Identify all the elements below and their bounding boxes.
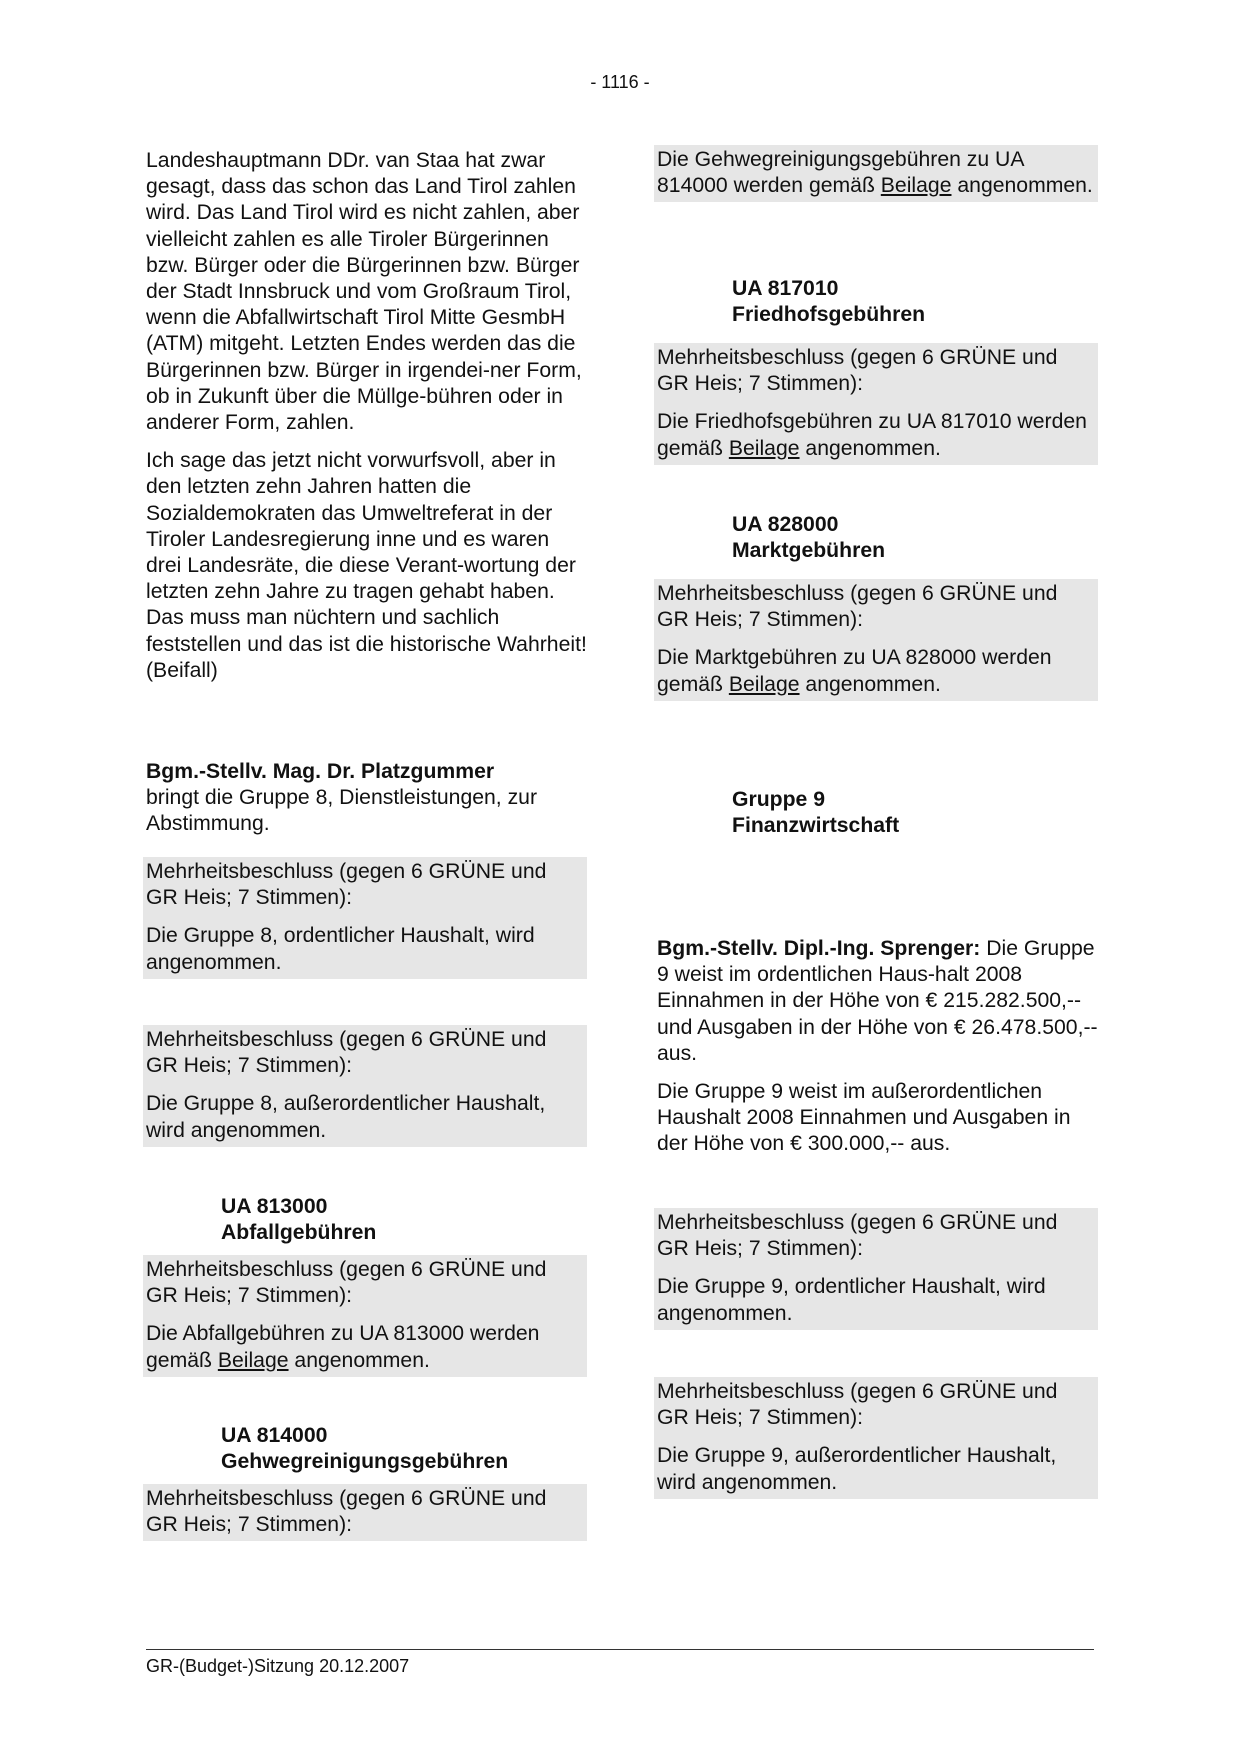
speaker-name: Bgm.-Stellv. Dipl.-Ing. Sprenger: bbox=[657, 937, 981, 960]
result-text: Die Friedhofsgebühren zu UA 817010 werden gemäß Beilage angenommen. bbox=[657, 410, 1087, 460]
vote-box-abfallgebuehren bbox=[143, 1255, 587, 1377]
speaker-platzgummer bbox=[146, 759, 590, 838]
paragraph-van-staa: Landeshauptmann DDr. van Staa hat zwar gesagt, dass das schon das Land Tirol zahlen wird. Das Land Tirol wird es nicht zahlen, aber vielleicht zahlen es alle Tiroler Bürgerinnen bzw. Bürger oder die Bürgerinnen bzw. Bürger der Stadt Innsbruck und vom Großraum Tirol, wenn die Abfallwirtschaft Tirol Mitte GesmbH (ATM) mitgeht. Letzten Endes werden das die Bürgerinnen bzw. Bürger in irgendei-ner Form, ob in Zukunft über die Müllge-bühren oder in anderer Form, zahlen. bbox=[146, 149, 582, 435]
page-number: - 1116 - bbox=[590, 72, 650, 92]
heading-code: Gruppe 9 bbox=[732, 788, 826, 811]
heading-code: UA 813000 bbox=[221, 1195, 328, 1218]
heading-title: Finanzwirtschaft bbox=[732, 814, 900, 838]
result-text: Die Abfallgebühren zu UA 813000 werden gemäß Beilage angenommen. bbox=[146, 1322, 540, 1372]
heading-code: UA 814000 bbox=[221, 1424, 328, 1447]
heading-ua-817010 bbox=[732, 276, 925, 328]
vote-box-marktgebuehren bbox=[654, 579, 1098, 701]
vote-text: Mehrheitsbeschluss (gegen 6 GRÜNE und GR Heis; 7 Stimmen): bbox=[146, 860, 547, 910]
vote-box-gruppe9-ausserordentlich bbox=[654, 1377, 1098, 1499]
result-text: Die Gruppe 9, ordentlicher Haushalt, wird angenommen. bbox=[657, 1275, 1046, 1325]
vote-box-gehwegreinigung bbox=[143, 1484, 587, 1541]
beilage-link[interactable]: Beilage bbox=[728, 436, 800, 460]
speaker-text: bringt die Gruppe 8, Dienstleistungen, zur Abstimmung. bbox=[146, 786, 538, 836]
vote-text: Mehrheitsbeschluss (gegen 6 GRÜNE und GR Heis; 7 Stimmen): bbox=[146, 1258, 547, 1308]
heading-title: Marktgebühren bbox=[732, 539, 886, 563]
speaker-name: Bgm.-Stellv. Mag. Dr. Platzgummer bbox=[146, 760, 495, 783]
paragraph-umweltreferat: Ich sage das jetzt nicht vorwurfsvoll, aber in den letzten zehn Jahren hatten die Sozialdemokraten das Umweltreferat in der Tiroler Landesregierung inne und es waren drei Landesräte, die diese Verant-wortung der letzten zehn Jahre zu tragen gehabt haben. Das muss man nüchtern und sachlich feststellen und das ist die historische Wahrheit! (Beifall) bbox=[146, 449, 587, 682]
vote-text: Mehrheitsbeschluss (gegen 6 GRÜNE und GR Heis; 7 Stimmen): bbox=[657, 1211, 1058, 1261]
result-text: Die Gehwegreinigungsgebühren zu UA 814000 werden gemäß Beilage angenommen. bbox=[657, 148, 1093, 198]
heading-ua-814000 bbox=[221, 1423, 508, 1475]
footer-divider bbox=[146, 1649, 1094, 1650]
vote-box-gruppe8-ausserordentlich bbox=[143, 1025, 587, 1147]
speaker-text-2: Die Gruppe 9 weist im außerordentlichen Haushalt 2008 Einnahmen und Ausgaben in der Höhe von € 300.000,-- aus. bbox=[657, 1080, 1071, 1156]
heading-code: UA 828000 bbox=[732, 513, 839, 536]
speaker-sprenger bbox=[657, 936, 1101, 1158]
heading-title: Friedhofsgebühren bbox=[732, 303, 926, 327]
result-text: Die Marktgebühren zu UA 828000 werden gemäß Beilage angenommen. bbox=[657, 646, 1052, 696]
result-text: Die Gruppe 8, außerordentlicher Haushalt, wird angenommen. bbox=[146, 1092, 546, 1142]
beilage-link[interactable]: Beilage bbox=[728, 672, 800, 696]
beilage-link[interactable]: Beilage bbox=[880, 174, 952, 198]
heading-ua-813000 bbox=[221, 1194, 376, 1246]
left-text-block bbox=[146, 148, 590, 684]
heading-ua-828000 bbox=[732, 512, 885, 564]
vote-text: Mehrheitsbeschluss (gegen 6 GRÜNE und GR Heis; 7 Stimmen): bbox=[657, 346, 1058, 396]
heading-title: Gehwegreinigungsgebühren bbox=[221, 1450, 509, 1474]
vote-text: Mehrheitsbeschluss (gegen 6 GRÜNE und GR Heis; 7 Stimmen): bbox=[146, 1487, 547, 1537]
footer-text: GR-(Budget-)Sitzung 20.12.2007 bbox=[146, 1656, 410, 1676]
heading-gruppe-9 bbox=[732, 787, 899, 839]
vote-text: Mehrheitsbeschluss (gegen 6 GRÜNE und GR Heis; 7 Stimmen): bbox=[657, 582, 1058, 632]
result-box-gehwegreinigung bbox=[654, 145, 1098, 202]
vote-box-friedhofsgebuehren bbox=[654, 343, 1098, 465]
result-text: Die Gruppe 9, außerordentlicher Haushalt, wird angenommen. bbox=[657, 1444, 1057, 1494]
vote-box-gruppe8-ordentlich bbox=[143, 857, 587, 979]
vote-text: Mehrheitsbeschluss (gegen 6 GRÜNE und GR Heis; 7 Stimmen): bbox=[657, 1380, 1058, 1430]
heading-title: Abfallgebühren bbox=[221, 1221, 377, 1245]
speaker-text: Die Gruppe 9 weist im ordentlichen Haus-halt 2008 Einnahmen in der Höhe von € 215.282.500,-- und Ausgaben in der Höhe von € 26.478.500,-- aus. bbox=[657, 937, 1098, 1065]
result-text: Die Gruppe 8, ordentlicher Haushalt, wird angenommen. bbox=[146, 924, 535, 974]
beilage-link[interactable]: Beilage bbox=[217, 1348, 289, 1372]
vote-text: Mehrheitsbeschluss (gegen 6 GRÜNE und GR Heis; 7 Stimmen): bbox=[146, 1028, 547, 1078]
heading-code: UA 817010 bbox=[732, 277, 839, 300]
vote-box-gruppe9-ordentlich bbox=[654, 1208, 1098, 1330]
